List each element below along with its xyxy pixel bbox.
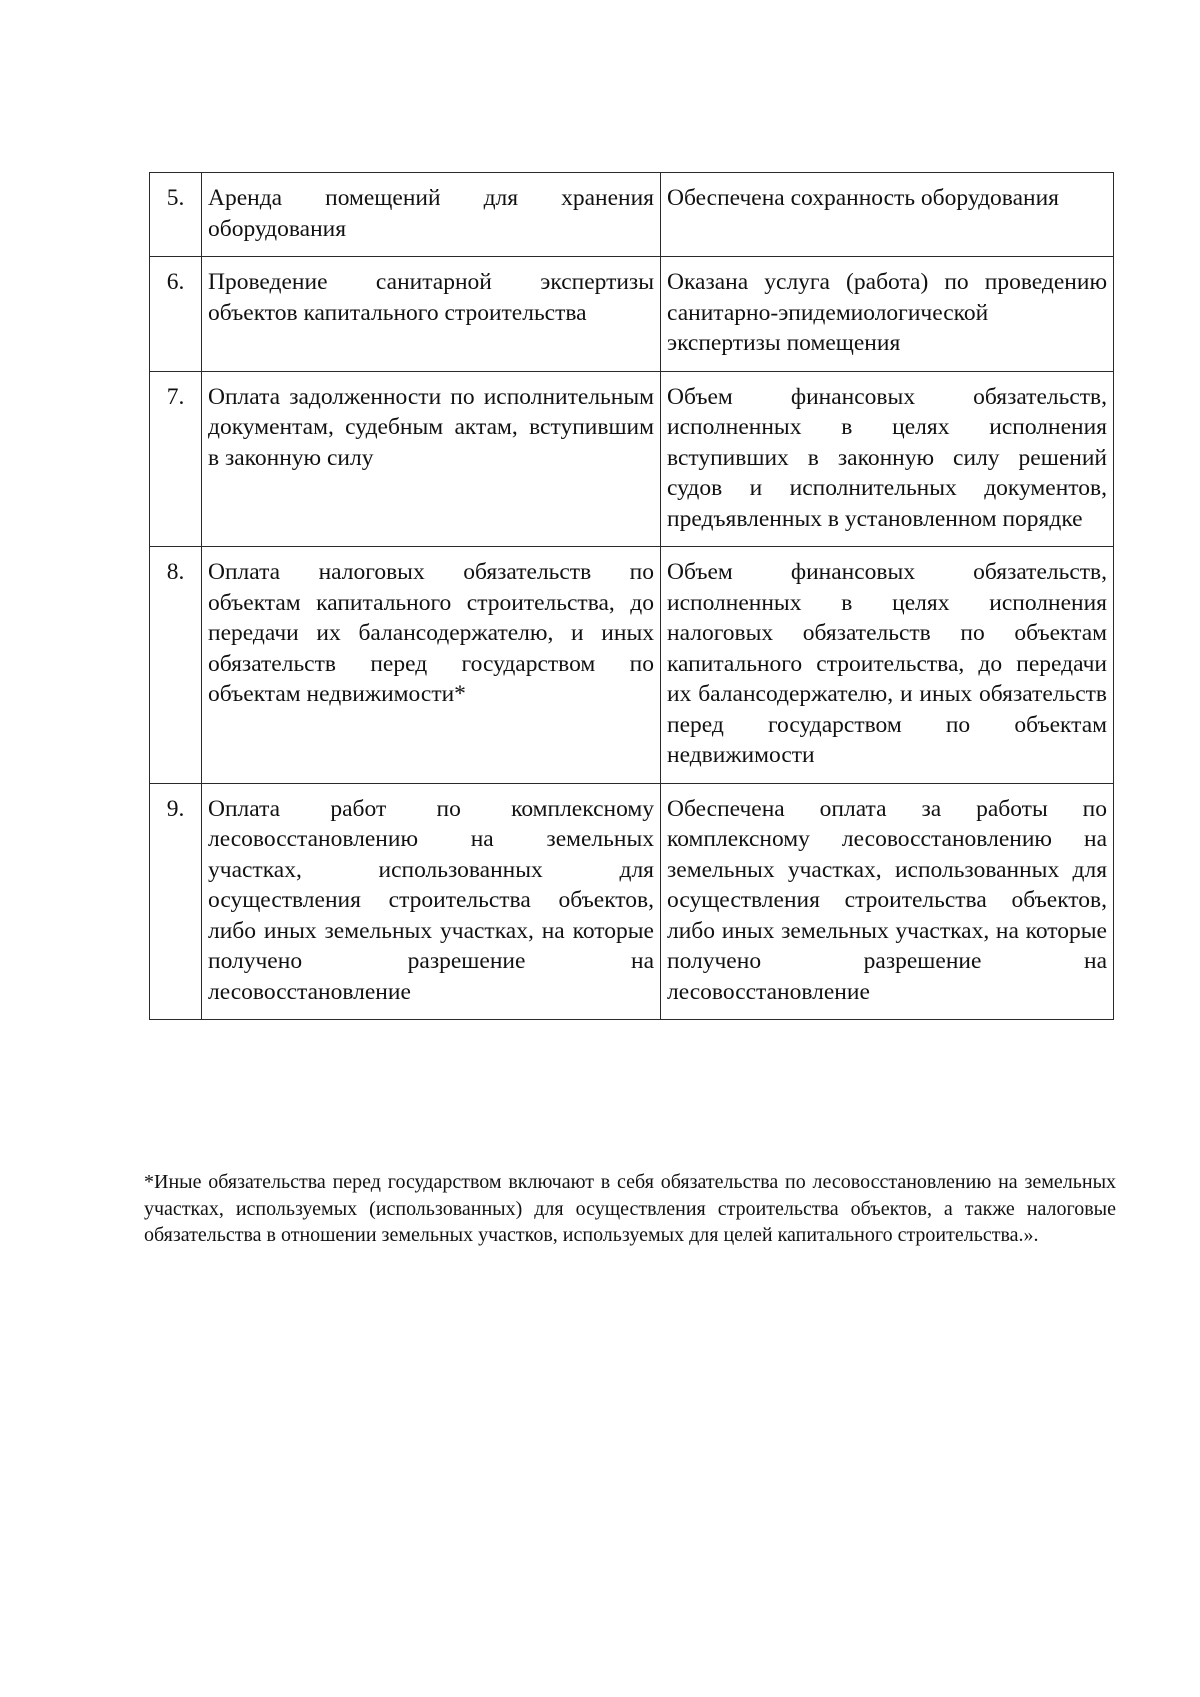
measure-result: Объем финансовых обязательств, исполненных в целях исполнения налоговых обязательств по объектам капитального строительства, до передачи их балансодержателю, и иных обязательств перед государством по объектам недвижимости [661, 547, 1114, 784]
row-number: 9. [150, 783, 202, 1020]
measure-name: Оплата задолженности по исполнительным документам, судебным актам, вступившим в законную силу [202, 371, 661, 547]
measure-result: Объем финансовых обязательств, исполненных в целях исполнения вступивших в законную силу решений судов и исполнительных документов, предъявленных в установленном порядке [661, 371, 1114, 547]
measure-name: Оплата налоговых обязательств по объектам капитального строительства, до передачи их балансодержателю, и иных обязательств перед государством по объектам недвижимости* [202, 547, 661, 784]
measure-result: Обеспечена оплата за работы по комплексному лесовосстановлению на земельных участках, использованных для осуществления строительства объектов, либо иных земельных участках, на которые получено разрешение на лесовосстановление [661, 783, 1114, 1020]
row-number: 7. [150, 371, 202, 547]
table-row [150, 371, 1114, 547]
footnote: *Иные обязательства перед государством включают в себя обязательства по лесовосстановлению на земельных участках, используемых (использованных) для осуществления строительства объектов, а также налоговые обязательства в отношении земельных участков, используемых для целей капитального строительства.». [144, 1171, 1116, 1246]
measure-name: Аренда помещений для хранения оборудования [202, 173, 661, 257]
table-row [150, 257, 1114, 372]
measure-name: Проведение санитарной экспертизы объектов капитального строительства [202, 257, 661, 372]
measure-result: Оказана услуга (работа) по проведению санитарно-эпидемиологической экспертизы помещения [661, 257, 1114, 372]
measures-table [149, 172, 1114, 1020]
row-number: 6. [150, 257, 202, 372]
table-row [150, 173, 1114, 257]
measure-name: Оплата работ по комплексному лесовосстановлению на земельных участках, использованных для осуществления строительства объектов, либо иных земельных участках, на которые получено разрешение на лесовосстановление [202, 783, 661, 1020]
measure-result: Обеспечена сохранность оборудования [661, 173, 1114, 257]
table-row [150, 783, 1114, 1020]
row-number: 5. [150, 173, 202, 257]
table-row [150, 547, 1114, 784]
row-number: 8. [150, 547, 202, 784]
